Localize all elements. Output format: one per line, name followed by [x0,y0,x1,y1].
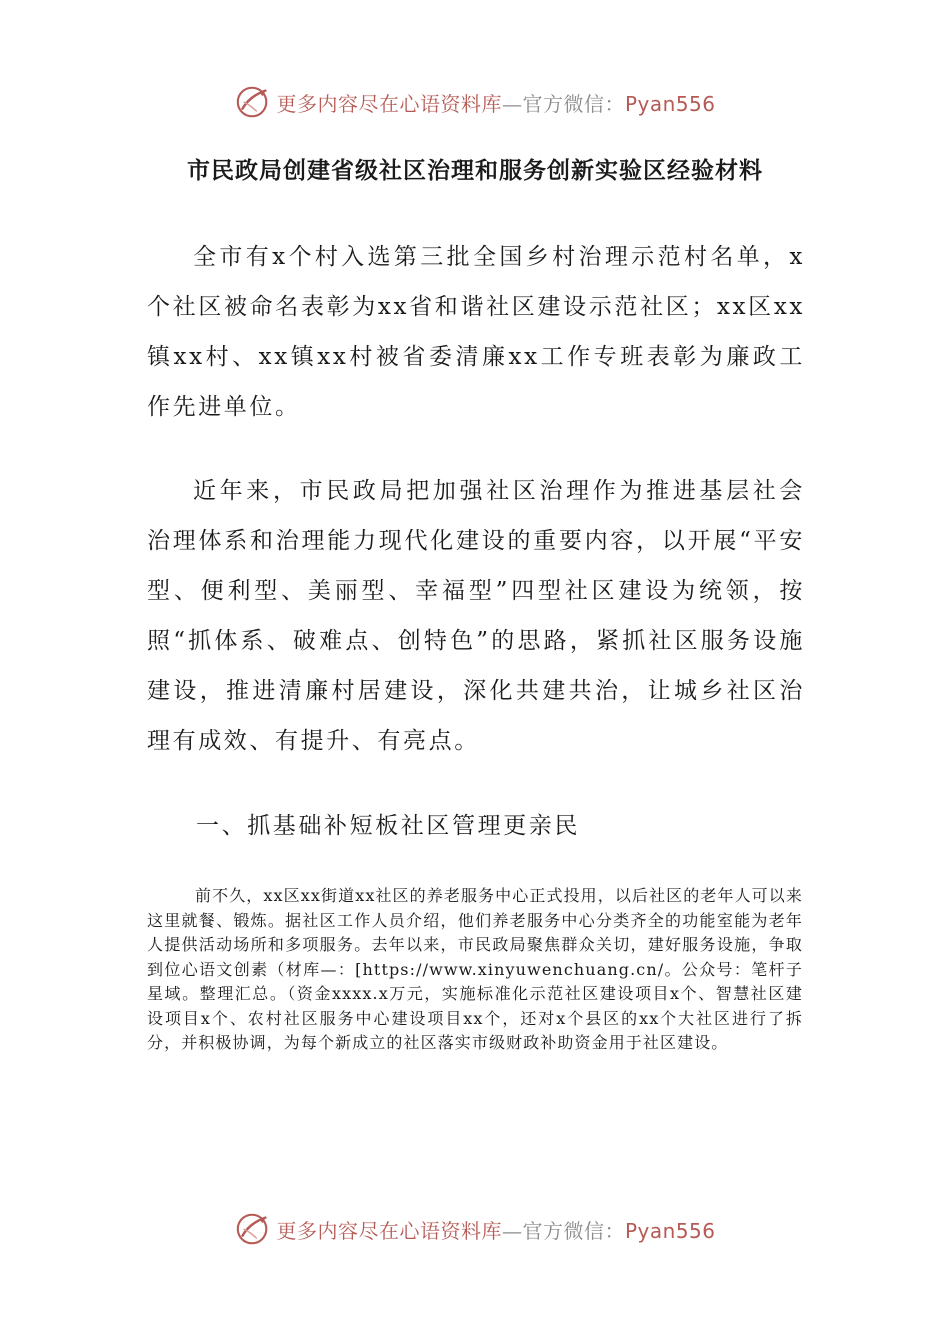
banner-wechat-id: Pyan556 [624,91,716,116]
banner-wechat-id: Pyan556 [624,1218,716,1243]
pen-swirl-logo-icon [234,83,272,121]
banner-dash: — [501,1218,523,1243]
paragraph-overview: 近年来，市民政局把加强社区治理作为推进基层社会治理体系和治理能力现代化建设的重要内容，以开展“平安型、便利型、美丽型、幸福型”四型社区建设为统领，按照“抓体系、破难点、创特色”的思路，紧抓社区服务设施建设，推进清廉村居建设，深化共建共治，让城乡社区治理有成效、有提升、有亮点。 [147,478,805,754]
document-title: 市民政局创建省级社区治理和服务创新实验区经验材料 [187,157,763,184]
pen-swirl-logo-icon [234,1210,272,1248]
banner-text-part2: 官方微信： [522,91,625,116]
paragraph-intro: 全市有x个村入选第三批全国乡村治理示范村名单，x个社区被命名表彰为xx省和谐社区建设示范社区；xx区xx镇xx村、xx镇xx村被省委清廉xx工作专班表彰为廉政工作先进单位。 [147,244,805,420]
banner-text-part2: 官方微信： [522,1218,625,1243]
paragraph-section-1-body: 前不久，xx区xx街道xx社区的养老服务中心正式投用，以后社区的老年人可以来这里就餐、锻炼。据社区工作人员介绍，他们养老服务中心分类齐全的功能室能为老年人提供活动场所和多项服务。去年以来，市民政局聚焦群众关切，建好服务设施，争取到位心语文创素（材库—：[https://www.xinyuwenchuang.cn/。公众号：笔杆子星域。整理汇总。（资金xxxx.x万元，实施标准化示范社区建设项目x个、智慧社区建设项目x个、农村社区服务中心建设项目xx个，还对x个县区的xx个大社区进行了拆分，并积极协调，为每个新成立的社区落实市级财政补助资金用于社区建设。 [147,886,803,1052]
banner-text-part1: 更多内容尽在心语资料库 [276,1218,502,1243]
banner-text [276,88,715,117]
section-heading-1: 一、抓基础补短板社区管理更亲民 [196,813,580,839]
footer-watermark-banner [0,1209,950,1249]
banner-text [276,1215,715,1244]
banner-dash: — [501,91,523,116]
header-watermark-banner [0,82,950,122]
banner-text-part1: 更多内容尽在心语资料库 [276,91,502,116]
